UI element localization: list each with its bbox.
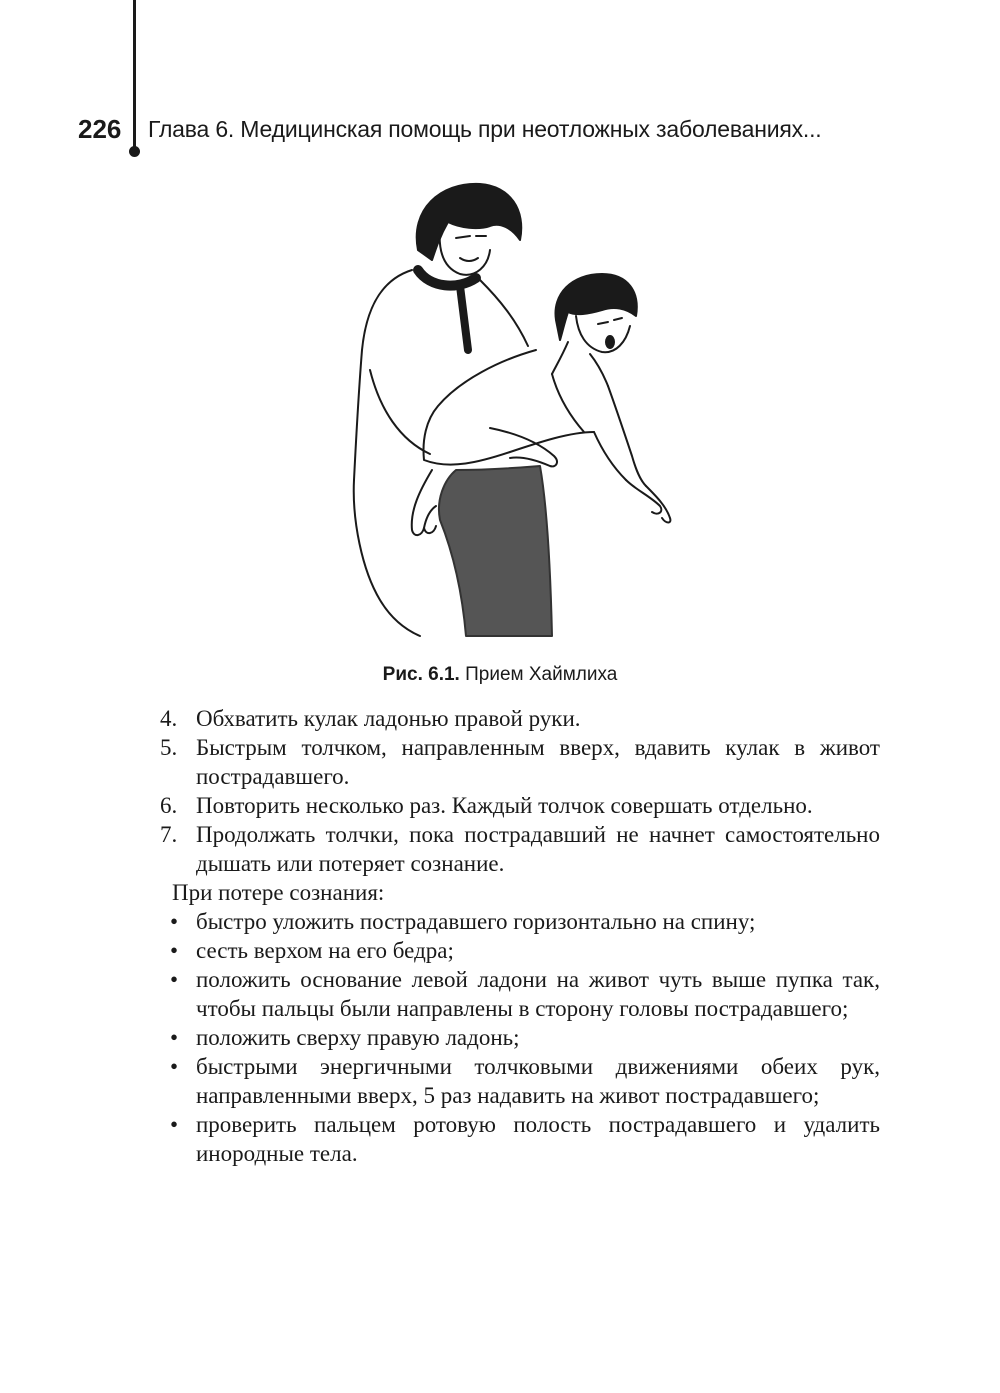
running-head: Глава 6. Медицинская помощь при неотложных заболеваниях... <box>148 116 822 142</box>
body-text <box>160 704 880 1168</box>
victim-shirt <box>424 350 594 465</box>
rescuer-collar <box>418 270 476 286</box>
step-item <box>160 733 880 791</box>
step-number: 7. <box>160 822 178 847</box>
bullet-icon: • <box>170 1112 179 1137</box>
bullet-text: быстрыми энергичными толчковыми движениями обеих рук, направленными вверх, 5 раз надавить на живот пострадавшего; <box>196 1054 880 1108</box>
bullet-icon: • <box>170 967 179 992</box>
step-number: 5. <box>160 735 178 760</box>
rescuer-hair <box>417 184 522 260</box>
bullet-item <box>160 965 880 1023</box>
step-number: 4. <box>160 706 178 731</box>
heimlich-drawing <box>340 170 680 640</box>
step-item <box>160 820 880 878</box>
bullet-text: проверить пальцем ротовую полость пострадавшего и удалить инородные тела. <box>196 1112 880 1166</box>
step-item <box>160 704 880 733</box>
step-item <box>160 791 880 820</box>
bullet-item <box>160 1110 880 1168</box>
bullet-item <box>160 1052 880 1110</box>
rescuer-torso <box>354 270 412 480</box>
bullet-icon: • <box>170 1054 179 1079</box>
bullet-text: сесть верхом на его бедра; <box>196 938 454 963</box>
bullet-icon: • <box>170 909 179 934</box>
bullet-icon: • <box>170 1025 179 1050</box>
bullet-item <box>160 907 880 936</box>
figure-caption-label: Рис. 6.1. <box>382 664 460 685</box>
bullet-icon: • <box>170 938 179 963</box>
figure-caption-text: Прием Хаймлиха <box>465 664 618 685</box>
step-text: Обхватить кулак ладонью правой руки. <box>196 706 581 731</box>
heimlich-illustration <box>340 170 680 640</box>
bullet-item <box>160 1023 880 1052</box>
victim-hair <box>555 274 636 340</box>
figure-caption <box>0 664 1000 686</box>
header-rule-dot <box>129 146 140 157</box>
page-number: 226 <box>78 114 122 144</box>
rescuer-hand <box>412 470 436 535</box>
victim-trousers <box>439 466 552 636</box>
step-text: Продолжать толчки, пока пострадавший не начнет самостоятельно дышать или потеряет сознание. <box>196 822 880 876</box>
header-rule <box>133 0 136 152</box>
bullet-text: положить сверху правую ладонь; <box>196 1025 520 1050</box>
bullet-text: быстро уложить пострадавшего горизонтально на спину; <box>196 909 756 934</box>
unconscious-intro: При потере сознания: <box>172 880 385 905</box>
step-text: Быстрым толчком, направленным вверх, вдавить кулак в живот пострадавшего. <box>196 735 880 789</box>
bullet-text: положить основание левой ладони на живот чуть выше пупка так, чтобы пальцы были направлены в сторону головы пострадавшего; <box>196 967 880 1021</box>
bullet-item <box>160 936 880 965</box>
victim-face <box>576 316 630 352</box>
step-text: Повторить несколько раз. Каждый толчок совершать отдельно. <box>196 793 813 818</box>
step-number: 6. <box>160 793 178 818</box>
victim-collar <box>552 342 608 386</box>
